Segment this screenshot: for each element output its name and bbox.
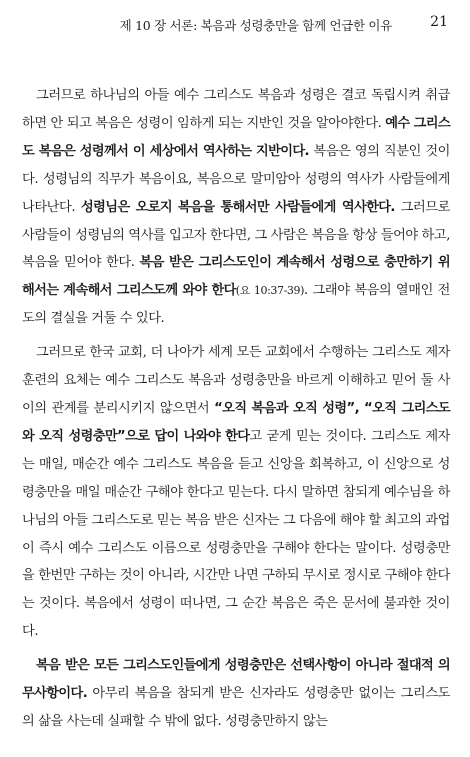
emphasis-run: 복음 받은 모든 그리스도인들에게 성령충만은 선택사항이 아니라 절대적 의무사항이다. bbox=[22, 658, 450, 702]
paragraph bbox=[22, 339, 450, 646]
paragraph bbox=[22, 82, 450, 333]
page-number: 21 bbox=[430, 14, 448, 30]
text-run: 아무리 복음을 참되게 받은 신자라도 성령충만 없이는 그리스도의 삶을 사는데 실패할 수 밖에 없다. 성령충만하지 않는 bbox=[22, 686, 450, 729]
emphasis-run: 성령님은 오로지 복음을 통해서만 사람들에게 역사한다. bbox=[81, 199, 395, 215]
text-run: 그러므로 사람들이 성령님의 역사를 입고자 한다면, 그 사람은 복음을 항상 들어야 하고, 복음을 믿어야 한다. bbox=[22, 199, 451, 271]
emphasis-run: 예수 그리스도 복음은 성령께서 이 세상에서 역사하는 지반이다. bbox=[22, 115, 451, 159]
text-run: 복음은 영의 직분인 것이다. 성령님의 직무가 복음이요, 복음으로 말미암아 성령의 역사가 사람들에게 나타난다. bbox=[22, 143, 451, 215]
text-run: 그러므로 한국 교회, 더 나아가 세계 모든 교회에서 수행하는 그리스도 제자 훈련의 요체는 예수 그리스도 복음과 성령충만을 바르게 이해하고 믿어 둘 사이의 관계를 분리시키지 않으면서 bbox=[22, 345, 450, 416]
text-run: 그러므로 하나님의 아들 예수 그리스도 복음과 성령은 결코 독립시켜 취급하면 안 되고 복음은 성령이 임하게 되는 지반인 것을 알아야한다. bbox=[22, 88, 450, 131]
text-run: . 그래야 복음의 열매인 전도의 결실을 거둘 수 있다. bbox=[22, 283, 450, 327]
emphasis-run: 복음 받은 그리스도인이 계속해서 성령으로 충만하기 위해서는 계속해서 그리스도께 와야 한다 bbox=[22, 255, 450, 299]
scripture-reference: (요 10:37-39) bbox=[235, 284, 305, 298]
emphasis-run: “오직 복음과 오직 성령”, “오직 그리스도와 오직 성령충만”으로 답이 나와야 한다 bbox=[22, 400, 450, 444]
body-text bbox=[22, 82, 450, 736]
page-header bbox=[0, 14, 470, 36]
paragraph bbox=[22, 652, 450, 736]
running-title: 제 10 장 서론: 복음과 성령충만을 함께 언급한 이유 bbox=[119, 18, 392, 33]
text-run: 고 굳게 믿는 것이다. 그리스도 제자는 매일, 매순간 예수 그리스도 복음을 듣고 신앙을 회복하고, 이 신앙으로 성령충만을 매일 매순간 구해야 한다고 믿는다. 다시 말하면 참되게 예수님을 하나님의 아들 그리스도로 믿는 복음 받은 신자는 그 다음에 해야 할 최고의 과업이 즉시 예수 그리스도 이름으로 성령충만을 구해야 한다는 말이다. 성령충만을 한번만 구하는 것이 아니라, 시간만 나면 구하되 무시로 정시로 구해야 한다는 것이다. 복음에서 성령이 떠나면, 그 순간 복음은 죽은 문서에 불과한 것이다. bbox=[22, 428, 451, 640]
